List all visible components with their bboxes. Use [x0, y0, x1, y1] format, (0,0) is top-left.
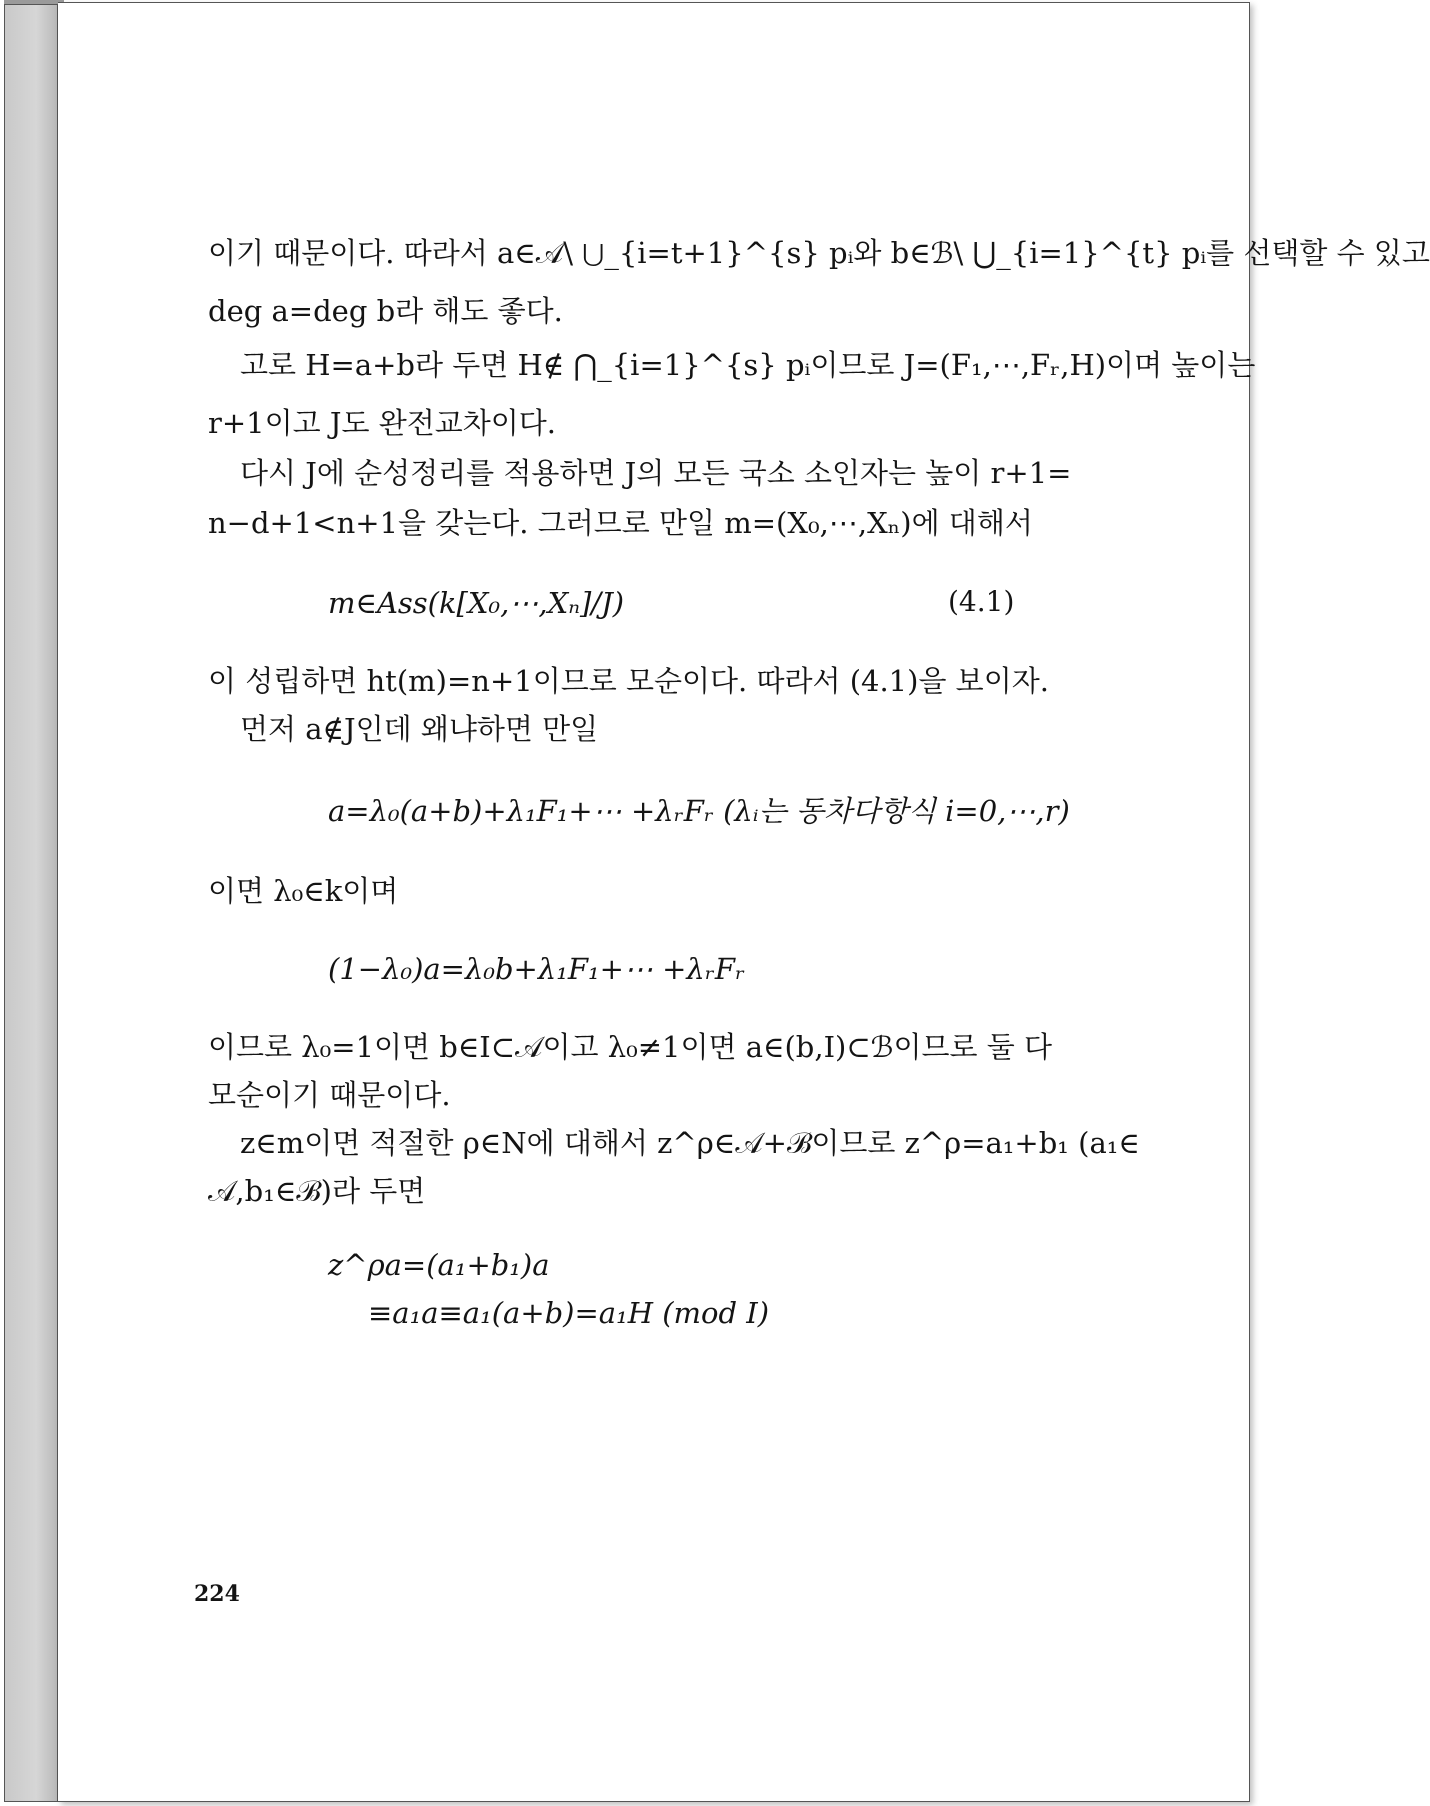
text-line: z∈m이면 적절한 ρ∈N에 대해서 z^ρ∈𝒜+ℬ이므로 z^ρ=a₁+b₁ (a₁∈ — [240, 1126, 1140, 1160]
page-number: 224 — [194, 1581, 240, 1607]
text-line: 고로 H=a+b라 두면 H∉ ⋂_{i=1}^{s} pᵢ이므로 J=(F₁,⋯,Fᵣ,H)이며 높이는 — [240, 348, 1256, 382]
text-line: deg a=deg b라 해도 좋다. — [208, 294, 563, 328]
text-line: 이므로 λ₀=1이면 b∈I⊂𝒜이고 λ₀≠1이면 a∈(b,I)⊂ℬ이므로 둘 다 — [208, 1030, 1052, 1064]
equation-lambda: (1−λ₀)a=λ₀b+λ₁F₁+⋯ +λᵣFᵣ — [328, 952, 746, 986]
text-line: 𝒜,b₁∈ℬ)라 두면 — [208, 1174, 426, 1208]
text-line: 다시 J에 순성정리를 적용하면 J의 모든 국소 소인자는 높이 r+1= — [240, 456, 1072, 490]
equation-a: a=λ₀(a+b)+λ₁F₁+⋯ +λᵣFᵣ (λᵢ는 동차다항식 i=0,⋯,r) — [328, 794, 1070, 828]
text-line: 먼저 a∉J인데 왜냐하면 만일 — [240, 712, 599, 746]
text-line: r+1이고 J도 완전교차이다. — [208, 406, 557, 440]
equation-congruence: ≡a₁a≡a₁(a+b)=a₁H (mod I) — [368, 1296, 770, 1330]
equation-z-rho: z^ρa=(a₁+b₁)a — [328, 1248, 550, 1282]
equation-number: (4.1) — [948, 585, 1015, 618]
equation-4-1: m∈Ass(k[X₀,⋯,Xₙ]/J) — [328, 586, 625, 620]
text-line: n−d+1<n+1을 갖는다. 그러므로 만일 m=(X₀,⋯,Xₙ)에 대해서 — [208, 506, 1033, 540]
book-spine — [4, 4, 58, 1802]
text-line: 이 성립하면 ht(m)=n+1이므로 모순이다. 따라서 (4.1)을 보이자. — [208, 664, 1049, 698]
text-line: 이기 때문이다. 따라서 a∈𝒜\ ⋃_{i=t+1}^{s} pᵢ와 b∈ℬ\ ⋃_{i=1}^{t} pᵢ를 선택할 수 있고 — [208, 236, 1430, 270]
book-page — [58, 2, 1430, 1802]
text-line: 모순이기 때문이다. — [208, 1078, 451, 1112]
text-line: 이면 λ₀∈k이며 — [208, 874, 399, 908]
